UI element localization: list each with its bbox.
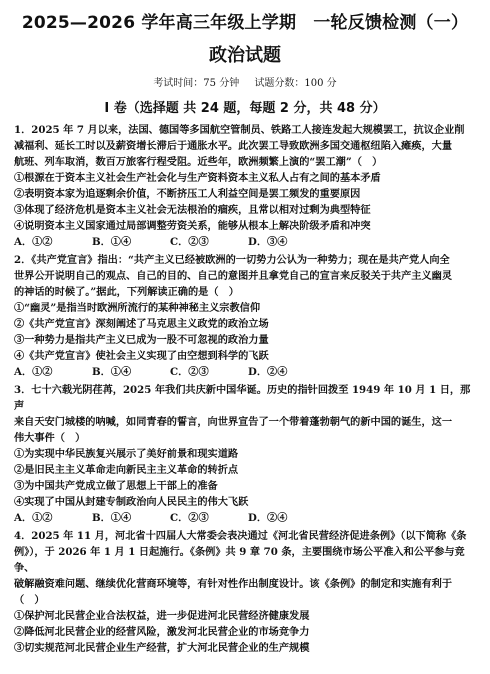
option-item: ②《共产党宣言》深刻阐述了马克思主义政党的政治立场 (14, 318, 269, 330)
option-item: ①根源在于资本主义社会生产社会化与生产资料资本主义私人占有之间的基本矛盾 (14, 172, 381, 184)
answer-c: C．②③ (170, 236, 209, 248)
question-stem (14, 528, 476, 608)
answer-d: D．②④ (248, 366, 288, 378)
answer-c: C．②③ (170, 512, 209, 524)
answer-choices (14, 364, 476, 380)
option-item: ④说明资本主义国家通过局部调整劳资关系，能够从根本上解决阶级矛盾和冲突 (14, 220, 371, 232)
question-4 (14, 528, 476, 656)
option-item: ④实现了中国从封建专制政治向人民民主的伟大飞跃 (14, 496, 249, 508)
option-item: ④《共产党宣言》使社会主义实现了由空想到科学的飞跃 (14, 350, 269, 362)
stem-line: 减福利、延长工时以及薪资增长滞后于通胀水平。此次罢工导致欧洲多国交通枢纽陷入瘫痪，大量 (14, 140, 453, 152)
question-2 (14, 252, 476, 380)
option-item: ③一种势力是指共产主义已成为一股不可忽视的政治力量 (14, 334, 269, 346)
answer-b: B．①④ (92, 512, 132, 524)
question-1 (14, 122, 476, 250)
stem-line: 例》），于 2026 年 1 月 1 日起施行。《条例》共 9 章 70 条，主要围绕市场公平准入和公平参与竞争、 (14, 546, 465, 574)
answer-d: D．②④ (248, 512, 288, 524)
answer-a: A．①② (14, 512, 53, 524)
option-item: ②降低河北民营企业的经营风险，激发河北民营企业的市场竞争力 (14, 626, 310, 638)
option-item: ①“幽灵”是指当时欧洲所流行的某种神秘主义宗教信仰 (14, 302, 261, 314)
option-item: ③为中国共产党成立做了思想上干部上的准备 (14, 480, 218, 492)
question-3 (14, 382, 476, 526)
stem-line: 1．2025 年 7 月以来，法国、德国等多国航空管制员、铁路工人接连发起大规模罢工，抗议企业削 (14, 124, 465, 136)
option-item: ②表明资本家为追逐剩余价值，不断挤压工人利益空间是罢工频发的重要原因 (14, 188, 361, 200)
option-item: ②是旧民主主义革命走向新民主主义革命的转折点 (14, 464, 239, 476)
option-item: ③切实规范河北民营企业生产经营，扩大河北民营企业的生产规模 (14, 642, 310, 654)
answer-choices (14, 234, 476, 250)
section-heading: I 卷（选择题 共 24 题，每题 2 分，共 48 分） (104, 101, 386, 116)
stem-line: 来自天安门城楼的呐喊，如同青春的誓言，向世界宣告了一个带着蓬勃朝气的新中国的诞生，这一 (14, 416, 453, 428)
answer-choices (14, 510, 476, 526)
question-stem (14, 382, 476, 446)
option-item: ③体现了经济危机是资本主义社会无法根治的痼疾，且常以相对过剩为典型特征 (14, 204, 371, 216)
stem-line: 伟大事件（ ） (14, 432, 86, 444)
answer-b: B．①④ (92, 236, 132, 248)
subject-title: 政治试题 (209, 45, 281, 66)
stem-line: 的神话的时候了。”据此，下列解读正确的是（ ） (14, 286, 239, 298)
answer-c: C．②③ (170, 366, 209, 378)
answer-d: D．③④ (248, 236, 288, 248)
answer-a: A．①② (14, 236, 53, 248)
stem-line: 2．《共产党宣言》指出：“共产主义已经被欧洲的一切势力公认为一种势力；现在是共产党人向全 (14, 254, 450, 266)
exam-title: 2025—2026 学年高三年级上学期 一轮反馈检测（一） (21, 13, 469, 33)
exam-time: 考试时间：75 分钟 (153, 78, 240, 89)
exam-meta (14, 74, 476, 89)
option-item: ①为实现中华民族复兴展示了美好前景和现实道路 (14, 448, 239, 460)
stem-line: 4．2025 年 11 月，河北省十四届人大常委会表决通过《河北省民营经济促进条例》（以下简称《条 (14, 530, 467, 542)
question-stem (14, 252, 476, 300)
question-stem (14, 122, 476, 170)
stem-line: 世界公开说明自己的观点、自己的目的、自己的意图并且拿党自己的宣言来反驳关于共产主义幽灵 (14, 270, 453, 282)
stem-line: 破解融资难问题、继续优化营商环境等，有针对性作出制度设计。该《条例》的制定和实施有利于 (14, 578, 453, 590)
stem-line: 航班、列车取消，数百万旅客行程受阻。近些年，欧洲频繁上演的“罢工潮”（ ） (14, 156, 383, 168)
stem-line: 3．七十六载光阴荏苒，2025 年我们共庆新中国华诞。历史的指针回拨至 1949 年 10 月 1 日，那声 (14, 384, 471, 412)
answer-a: A．①② (14, 366, 53, 378)
option-item: ①保护河北民营企业合法权益，进一步促进河北民营经济健康发展 (14, 610, 310, 622)
exam-score: 试题分数：100 分 (254, 78, 337, 89)
stem-line: （ ） (14, 594, 45, 606)
answer-b: B．①④ (92, 366, 132, 378)
